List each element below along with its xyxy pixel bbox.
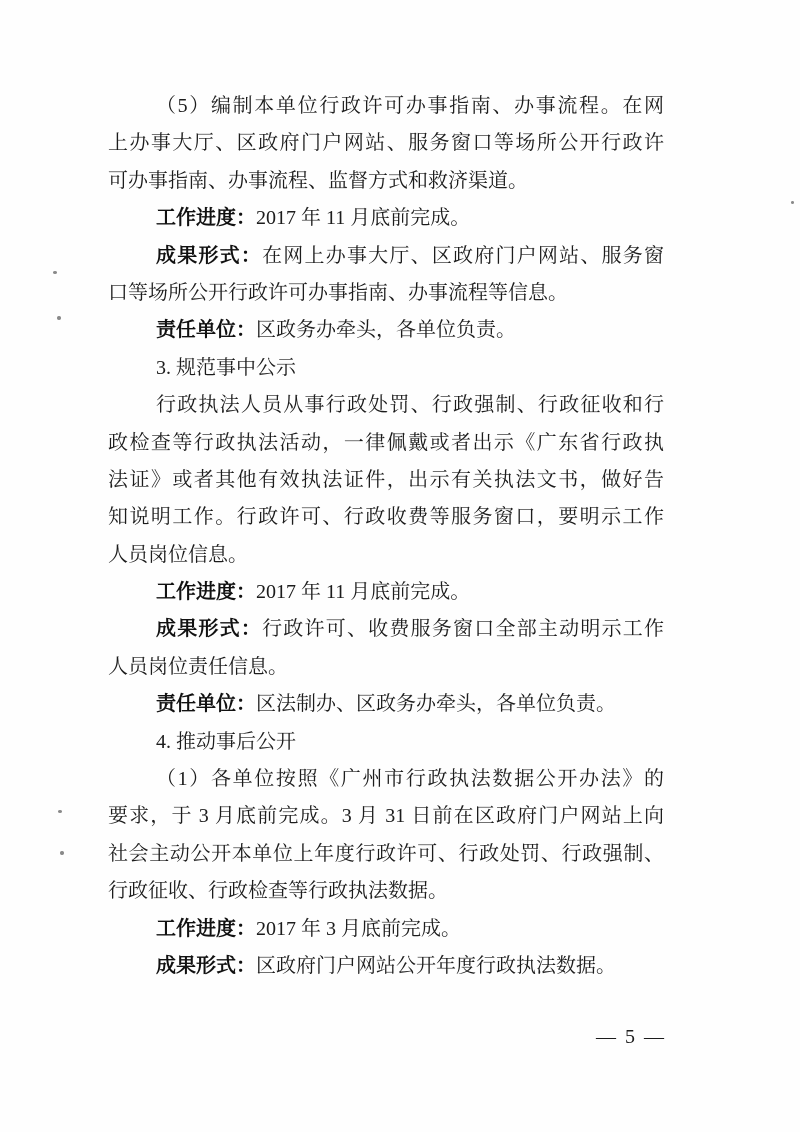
text-line	[108, 873, 664, 910]
text-line	[108, 948, 664, 985]
text-line	[108, 911, 664, 948]
text-line	[108, 537, 664, 574]
line-text: 区政务办牵头，各单位负责。	[256, 319, 516, 342]
text-line	[108, 761, 664, 798]
text-line	[108, 611, 664, 648]
bold-label: 成果形式：	[156, 244, 263, 267]
bold-label: 成果形式：	[156, 618, 263, 641]
line-text: 4. 推动事后公开	[156, 730, 296, 753]
scan-speck	[57, 316, 61, 320]
bold-label: 工作进度：	[156, 917, 256, 940]
text-line	[108, 574, 664, 611]
line-text: 行政许可、收费服务窗口全部主动明示工作	[262, 618, 665, 641]
text-line	[108, 387, 664, 424]
bold-label: 工作进度：	[156, 581, 256, 604]
text-line	[108, 462, 664, 499]
text-line	[108, 275, 664, 312]
line-text: 要求，于 3 月底前完成。3 月 31 日前在区政府门户网站上向	[108, 805, 664, 828]
line-text: 上办事大厅、区政府门户网站、服务窗口等场所公开行政许	[108, 132, 664, 155]
text-line	[108, 312, 664, 349]
line-text: 2017 年 11 月底前完成。	[256, 207, 471, 230]
bold-label: 责任单位：	[156, 319, 256, 342]
scan-speck	[53, 271, 57, 274]
text-line	[108, 425, 664, 462]
section-heading	[108, 350, 664, 387]
line-text: 政检查等行政执法活动，一律佩戴或者出示《广东省行政执	[108, 431, 664, 454]
line-text: 在网上办事大厅、区政府门户网站、服务窗	[262, 244, 665, 267]
line-text: 行政执法人员从事行政处罚、行政强制、行政征收和行	[156, 394, 664, 417]
line-text: （5）编制本单位行政许可办事指南、办事流程。在网	[156, 95, 664, 117]
text-line	[108, 836, 664, 873]
text-line	[108, 200, 664, 237]
line-text: 法证》或者其他有效执法证件，出示有关执法文书，做好告	[108, 468, 664, 491]
text-line	[108, 686, 664, 723]
line-text: 3. 规范事中公示	[156, 356, 296, 379]
bold-label: 成果形式：	[156, 954, 256, 977]
text-line	[108, 163, 664, 200]
text-line	[108, 88, 664, 125]
line-text: 行政征收、行政检查等行政执法数据。	[108, 880, 448, 903]
scan-speck	[58, 810, 62, 813]
bold-label: 责任单位：	[156, 693, 256, 716]
line-text: 2017 年 3 月底前完成。	[256, 917, 461, 940]
line-text: 口等场所公开行政许可办事指南、办事流程等信息。	[108, 281, 568, 304]
line-text: 人员岗位责任信息。	[108, 655, 288, 678]
line-text: 2017 年 11 月底前完成。	[256, 581, 471, 604]
page-number: — 5 —	[596, 1026, 666, 1048]
document-body	[108, 88, 664, 985]
text-line	[108, 238, 664, 275]
line-text: 可办事指南、办事流程、监督方式和救济渠道。	[108, 169, 528, 192]
bold-label: 工作进度：	[156, 207, 256, 230]
line-text: 知说明工作。行政许可、行政收费等服务窗口，要明示工作	[108, 506, 664, 529]
scan-speck	[791, 201, 794, 204]
scan-speck	[60, 851, 64, 855]
line-text: 区政府门户网站公开年度行政执法数据。	[256, 954, 616, 977]
line-text: 区法制办、区政务办牵头，各单位负责。	[256, 693, 616, 716]
line-text: 社会主动公开本单位上年度行政许可、行政处罚、行政强制、	[108, 842, 664, 865]
text-line	[108, 499, 664, 536]
text-line	[108, 649, 664, 686]
text-line	[108, 125, 664, 162]
section-heading	[108, 724, 664, 761]
text-line	[108, 798, 664, 835]
line-text: （1）各单位按照《广州市行政执法数据公开办法》的	[156, 768, 664, 791]
line-text: 人员岗位信息。	[108, 543, 248, 566]
